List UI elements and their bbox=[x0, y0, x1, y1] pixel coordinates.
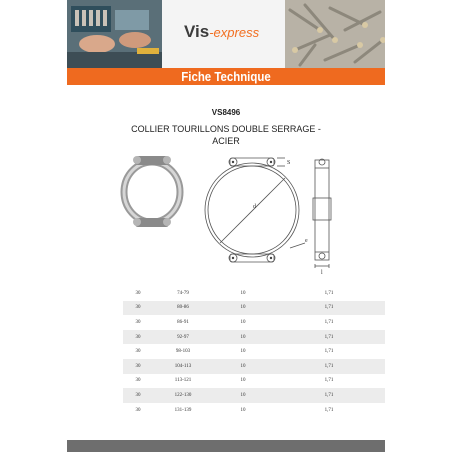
clamp-technical-drawing bbox=[195, 148, 355, 278]
table-cell: 74-79 bbox=[177, 290, 189, 296]
table-cell: 10 bbox=[240, 378, 246, 384]
table-cell: 113-121 bbox=[174, 378, 192, 384]
table-cell: 1,71 bbox=[273, 359, 385, 374]
table-cell: 10 bbox=[213, 388, 273, 403]
table-row bbox=[123, 286, 385, 301]
table-cell: 30 bbox=[135, 378, 141, 384]
table-cell: 98-103 bbox=[175, 349, 191, 355]
dim-label-e: e bbox=[305, 238, 308, 244]
table-row bbox=[123, 403, 385, 418]
table-cell: 1,71 bbox=[324, 319, 334, 325]
table-cell: 80-86 bbox=[153, 301, 213, 316]
table-cell: 30 bbox=[135, 290, 141, 296]
specifications-table bbox=[123, 286, 385, 417]
table-cell: 10 bbox=[213, 330, 273, 345]
table-cell: 30 bbox=[123, 359, 153, 374]
table-cell: 30 bbox=[123, 330, 153, 345]
section-header-bar bbox=[67, 68, 385, 85]
table-cell: 10 bbox=[240, 290, 246, 296]
technical-sheet bbox=[67, 0, 385, 452]
table-row bbox=[123, 301, 385, 316]
table-cell: 30 bbox=[123, 301, 153, 316]
product-title-line1: COLLIER TOURILLONS DOUBLE SERRAGE - bbox=[131, 124, 321, 134]
table-cell: 131-139 bbox=[174, 407, 192, 413]
table-row bbox=[123, 315, 385, 330]
table-cell: 10 bbox=[240, 319, 246, 325]
table-cell: 1,71 bbox=[324, 290, 334, 296]
dim-label-l: l bbox=[321, 270, 323, 276]
logo-suffix: -express bbox=[209, 25, 260, 40]
table-row bbox=[123, 374, 385, 389]
table-cell: 30 bbox=[135, 319, 141, 325]
table-cell: 92-97 bbox=[153, 330, 213, 345]
vis-express-logo bbox=[184, 22, 259, 42]
table-row bbox=[123, 388, 385, 403]
table-cell: 86-91 bbox=[177, 319, 189, 325]
table-cell: 30 bbox=[135, 407, 141, 413]
table-cell: 1,71 bbox=[273, 330, 385, 345]
table-cell: 10 bbox=[240, 407, 246, 413]
table-cell: 10 bbox=[240, 349, 246, 355]
product-title-line2: ACIER bbox=[212, 136, 240, 146]
table-cell: 1,71 bbox=[324, 378, 334, 384]
logo-name: Vis bbox=[184, 22, 210, 41]
table-cell: 10 bbox=[213, 301, 273, 316]
dim-label-d: d bbox=[253, 204, 256, 210]
table-row bbox=[123, 330, 385, 345]
table-cell: 1,71 bbox=[273, 301, 385, 316]
table-cell: 104-113 bbox=[153, 359, 213, 374]
table-cell: 1,71 bbox=[324, 349, 334, 355]
table-cell: 1,71 bbox=[273, 388, 385, 403]
table-row bbox=[123, 359, 385, 374]
table-cell: 122-130 bbox=[153, 388, 213, 403]
tools-photo bbox=[67, 0, 162, 68]
screws-photo bbox=[285, 0, 385, 68]
clamp-product-image bbox=[117, 150, 187, 230]
table-cell: 30 bbox=[123, 388, 153, 403]
product-title bbox=[67, 123, 385, 147]
product-reference: VS8496 bbox=[211, 108, 241, 117]
table-cell: 30 bbox=[135, 349, 141, 355]
fiche-technique-title: Fiche Technique bbox=[181, 69, 271, 84]
table-cell: 10 bbox=[213, 359, 273, 374]
header-banner bbox=[67, 0, 385, 68]
dim-label-s: S bbox=[287, 160, 291, 166]
footer-bar bbox=[67, 440, 385, 452]
table-row bbox=[123, 344, 385, 359]
table-cell: 1,71 bbox=[324, 407, 334, 413]
